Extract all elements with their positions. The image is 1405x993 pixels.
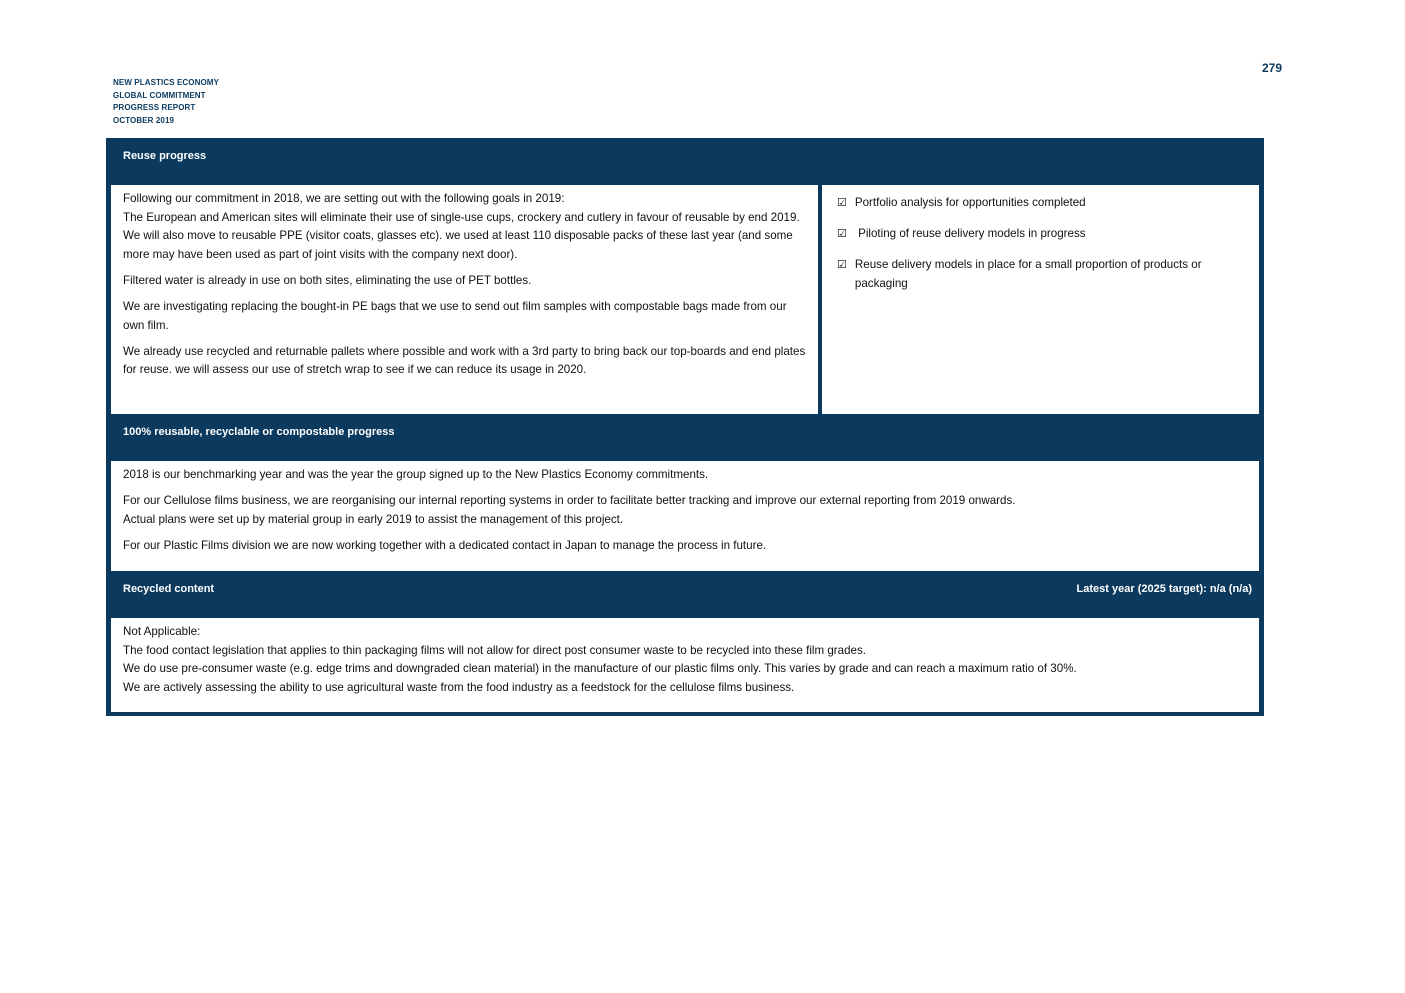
- reuse-paragraph: We are investigating replacing the bought-in PE bags that we use to send out film samples with compostable bags made from our own film.: [123, 299, 787, 332]
- report-header: [113, 77, 219, 127]
- reuse-heading-band: [106, 138, 1264, 184]
- progress-table: [106, 138, 1264, 716]
- recyclable-text-cell: [111, 461, 1259, 571]
- report-header-line: OCTOBER 2019: [113, 115, 175, 125]
- reuse-paragraph: Following our commitment in 2018, we are setting out with the following goals in 2019: The European and American sites will eliminate their use of single-use cups, crockery and cutlery in favour of reusable by end 2019. We will also move to reusable PPE (visitor coats, glasses etc). we used at least 110 disposable packs of these last year (and some more may have been used as part of joint visits with the company next door).: [123, 192, 800, 261]
- recyclable-paragraph: For our Plastic Films division we are now working together with a dedicated contact in Japan to manage the process in future.: [123, 538, 767, 552]
- recyclable-heading-band: [106, 414, 1264, 460]
- checklist-item-text: Reuse delivery models in place for a small proportion of products or packaging: [854, 258, 1202, 290]
- recyclable-heading: 100% reusable, recyclable or compostable progress: [123, 426, 395, 438]
- checklist-item-text: Portfolio analysis for opportunities completed: [854, 196, 1086, 209]
- recyclable-paragraph: For our Cellulose films business, we are reorganising our internal reporting systems in order to facilitate better tracking and improve our external reporting from 2019 onwards. Actual plans were set up by material group in early 2019 to assist the management of this project.: [123, 494, 1016, 526]
- checkbox-checked-icon: ☑: [837, 227, 847, 241]
- page-number: 279: [1262, 61, 1283, 75]
- reuse-heading: Reuse progress: [123, 150, 207, 162]
- recycled-content-line: We do use pre-consumer waste (e.g. edge trims and downgraded clean material) in the manufacture of our plastic films only. This varies by grade and can reach a maximum ratio of 30%.: [123, 662, 1077, 676]
- reuse-text-cell: [111, 185, 818, 414]
- recycled-content-line: The food contact legislation that applies to thin packaging films will not allow for direct post consumer waste to be recycled into these film grades.: [123, 643, 867, 657]
- checkbox-checked-icon: ☑: [837, 258, 847, 272]
- recycled-content-text-cell: [111, 618, 1259, 712]
- checklist-item-text: Piloting of reuse delivery models in progress: [854, 227, 1086, 241]
- recyclable-paragraph: 2018 is our benchmarking year and was the year the group signed up to the New Plastics Economy commitments.: [123, 468, 709, 481]
- reuse-paragraph: We already use recycled and returnable pallets where possible and work with a 3rd party to bring back our top-boards and end plates for reuse. we will assess our use of stretch wrap to see if we can reduce its usage in 2020.: [123, 344, 806, 377]
- checkbox-checked-icon: ☑: [837, 196, 847, 209]
- report-header-line: PROGRESS REPORT: [113, 103, 196, 112]
- recycled-content-line: Not Applicable:: [123, 625, 201, 638]
- checklist-item: [837, 225, 1251, 244]
- reuse-paragraph: Filtered water is already in use on both sites, eliminating the use of PET bottles.: [123, 273, 532, 287]
- report-header-line: NEW PLASTICS ECONOMY: [113, 78, 220, 87]
- recycled-content-target: Latest year (2025 target): n/a (n/a): [1076, 583, 1252, 595]
- recycled-content-line: We are actively assessing the ability to use agricultural waste from the food industry as a feedstock for the cellulose films business.: [123, 680, 795, 694]
- reuse-checklist-cell: [822, 185, 1259, 414]
- checklist-item: [837, 256, 1251, 293]
- report-header-line: GLOBAL COMMITMENT: [113, 90, 206, 100]
- recycled-content-heading-band: [106, 571, 1264, 617]
- checklist-item: [837, 194, 1251, 213]
- recycled-content-heading: Recycled content: [123, 583, 215, 595]
